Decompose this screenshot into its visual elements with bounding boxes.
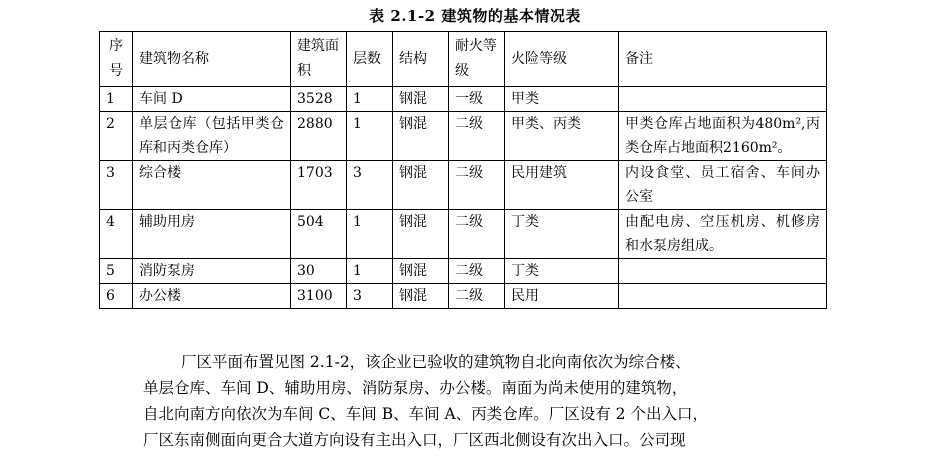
cell-floors: 1 [347,259,393,284]
cell-floors: 3 [347,161,393,210]
cell-name: 综合楼 [133,161,291,210]
cell-area: 30 [291,259,347,284]
cell-area: 3100 [291,284,347,309]
cell-structure: 钢混 [393,161,449,210]
cell-fire-rating: 二级 [449,284,505,309]
cell-fire-hazard: 甲类 [505,87,619,112]
cell-structure: 钢混 [393,210,449,259]
cell-seq: 5 [100,259,133,284]
cell-structure: 钢混 [393,284,449,309]
cell-remarks [619,87,827,112]
cell-name: 单层仓库（包括甲类仓库和丙类仓库） [133,112,291,161]
header-structure: 结构 [393,32,449,87]
cell-floors: 1 [347,87,393,112]
table-row [100,210,827,259]
building-info-table [99,31,827,309]
cell-fire-rating: 一级 [449,87,505,112]
cell-fire-hazard: 民用 [505,284,619,309]
cell-floors: 3 [347,284,393,309]
paragraph-line: 厂区平面布置见图 2.1-2，该企业已验收的建筑物自北向南依次为综合楼、 [181,353,691,371]
cell-fire-hazard: 民用建筑 [505,161,619,210]
cell-seq: 4 [100,210,133,259]
cell-structure: 钢混 [393,112,449,161]
table-title: 表 2.1-2 建筑物的基本情况表 [369,7,581,25]
table-row [100,112,827,161]
header-area: 建筑面积 [291,32,347,87]
header-seq: 序号 [100,32,133,87]
cell-remarks: 由配电房、空压机房、机修房和水泵房组成。 [619,210,827,259]
cell-fire-rating: 二级 [449,112,505,161]
cell-area: 1703 [291,161,347,210]
paragraph-line: 单层仓库、车间 D、辅助用房、消防泵房、办公楼。南面为尚未使用的建筑物， [143,379,688,397]
cell-fire-hazard: 甲类、丙类 [505,112,619,161]
cell-name: 办公楼 [133,284,291,309]
table-row [100,87,827,112]
header-floors: 层数 [347,32,393,87]
cell-seq: 3 [100,161,133,210]
cell-fire-rating: 二级 [449,210,505,259]
table-row [100,259,827,284]
cell-fire-hazard: 丁类 [505,259,619,284]
cell-floors: 1 [347,112,393,161]
cell-name: 车间 D [133,87,291,112]
cell-area: 2880 [291,112,347,161]
paragraph-line: 厂区东南侧面向更合大道方向设有主出入口，厂区西北侧设有次出入口。公司现 [143,431,686,449]
cell-remarks: 甲类仓库占地面积为480m²,丙类仓库占地面积2160m²。 [619,112,827,161]
cell-fire-hazard: 丁类 [505,210,619,259]
cell-structure: 钢混 [393,259,449,284]
cell-floors: 1 [347,210,393,259]
table-row [100,161,827,210]
cell-fire-rating: 二级 [449,161,505,210]
cell-area: 504 [291,210,347,259]
header-fire-rating: 耐火等级 [449,32,505,87]
cell-fire-rating: 二级 [449,259,505,284]
body-paragraph [143,349,815,453]
cell-area: 3528 [291,87,347,112]
cell-remarks [619,259,827,284]
cell-remarks [619,284,827,309]
table-header-row [100,32,827,87]
header-remarks: 备注 [619,32,827,87]
cell-remarks: 内设食堂、员工宿舍、车间办公室 [619,161,827,210]
paragraph-line: 自北向南方向依次为车间 C、车间 B、车间 A、丙类仓库。厂区设有 2 个出入口， [143,405,708,423]
cell-seq: 2 [100,112,133,161]
cell-name: 消防泵房 [133,259,291,284]
header-name: 建筑物名称 [133,32,291,87]
cell-seq: 6 [100,284,133,309]
cell-name: 辅助用房 [133,210,291,259]
table-row [100,284,827,309]
cell-seq: 1 [100,87,133,112]
header-fire-hazard: 火险等级 [505,32,619,87]
cell-structure: 钢混 [393,87,449,112]
